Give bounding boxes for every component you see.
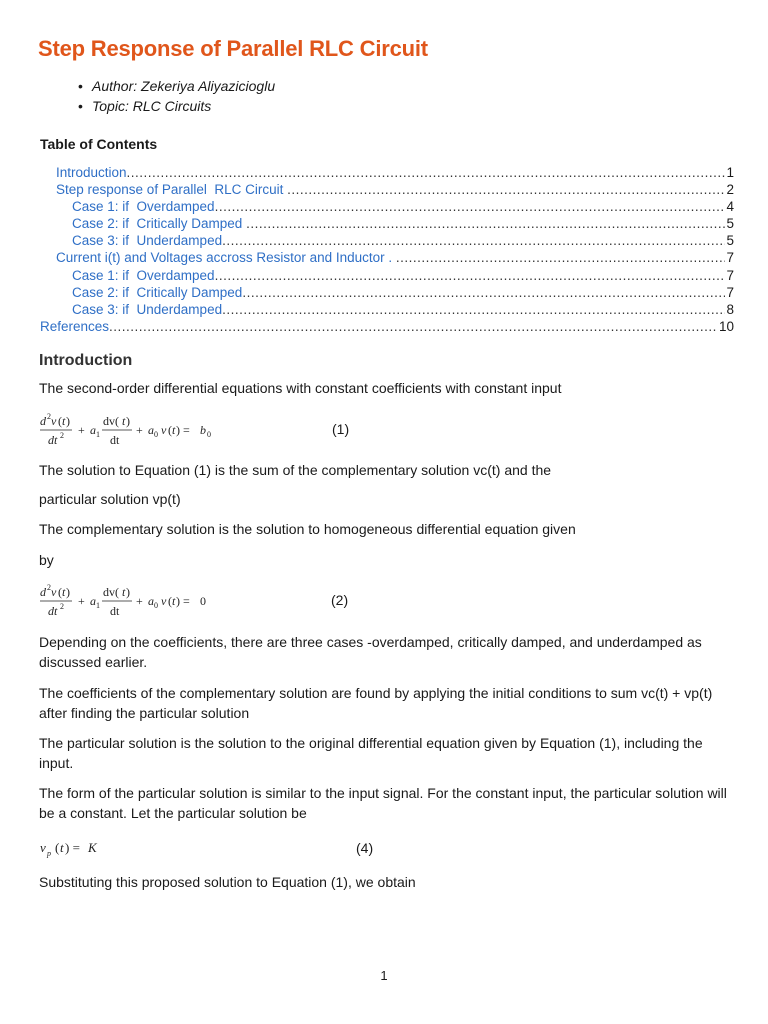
paragraph: The second-order differential equations with constant coefficients with constant input [39,380,562,396]
svg-text:t: t [60,840,64,855]
toc-leader [242,284,725,301]
svg-text:a: a [90,423,96,437]
toc-entry-page: 5 [726,233,734,249]
svg-text:dv(: dv( [103,414,119,428]
paragraph: by [39,552,54,568]
page-number: 1 [380,968,388,983]
svg-text:v: v [161,594,167,608]
svg-text:) =: ) = [65,840,80,855]
toc-entry-page: 2 [726,182,734,198]
svg-text:t: t [172,594,176,608]
toc-entry-label[interactable]: Case 1: if Overdamped [72,199,215,215]
svg-text:0: 0 [154,601,158,610]
paragraph: The particular solution is the solution to the original differential equation given by Equation (1), including the input. [39,735,703,771]
svg-text:) =: ) = [176,594,190,608]
toc-entry[interactable] [40,198,734,215]
svg-text:v: v [51,414,57,428]
toc-entry-page: 7 [726,267,734,283]
toc-entry-page: 7 [726,250,734,266]
toc-entry-page: 5 [726,216,734,232]
svg-text:) =: ) = [176,423,190,437]
author-line: • Author: Zekeriya Aliyazicioglu [78,76,275,96]
svg-text:a: a [148,594,154,608]
svg-text:v: v [161,423,167,437]
toc-entry-page: 4 [726,199,734,215]
toc-entry-label[interactable]: Case 2: if Critically Damped [72,284,243,300]
svg-text:(: ( [168,423,172,437]
toc-entry[interactable] [40,164,734,181]
toc-entry-label[interactable]: Introduction [56,165,127,180]
svg-text:1: 1 [96,601,100,610]
svg-text:t: t [122,585,126,599]
topic-line: • Topic: RLC Circuits [78,96,275,116]
svg-text:0: 0 [207,430,211,439]
toc-entry-label[interactable]: Case 3: if Underdamped [72,301,223,317]
equation-1 [40,410,230,452]
svg-text:a: a [90,594,96,608]
svg-text:+: + [78,594,85,608]
document-title: Step Response of Parallel RLC Circuit [38,36,428,61]
toc-leader [215,267,726,284]
toc-entry-page: 1 [726,165,734,180]
svg-text:2: 2 [60,431,64,440]
svg-text:(: ( [58,414,62,428]
svg-text:dt: dt [48,433,58,447]
toc-entry[interactable] [40,284,734,301]
svg-text:): ) [126,414,130,428]
paragraph: The coefficients of the complementary solution are found by applying the initial conditions to sum vc(t) + vp(t) after finding the particular solution [39,685,713,721]
svg-text:t: t [62,414,66,428]
toc-entry-page: 8 [726,301,734,317]
table-of-contents [40,164,734,335]
svg-text:d: d [40,414,46,428]
toc-leader [215,198,726,215]
svg-text:v: v [40,840,46,855]
toc-entry-label[interactable]: References [40,318,110,334]
svg-text:1: 1 [96,430,100,439]
toc-leader [246,215,725,232]
toc-leader [222,232,725,249]
svg-text:dt: dt [110,604,120,618]
svg-text:2: 2 [60,602,64,611]
toc-entry[interactable] [40,267,734,284]
paragraph: Substituting this proposed solution to Equation (1), we obtain [39,874,416,890]
toc-leader [222,301,725,318]
toc-entry-label[interactable]: Case 1: if Overdamped [72,267,215,283]
paragraph: The form of the particular solution is similar to the input signal. For the constant input, the particular solution will be a constant. Let the particular solution be [39,785,727,821]
paragraph: particular solution vp(t) [39,491,181,507]
svg-text:): ) [126,585,130,599]
svg-text:2: 2 [47,412,51,421]
svg-text:0: 0 [154,430,158,439]
toc-leader [127,164,726,181]
svg-text:): ) [66,414,70,428]
toc-entry-page: 7 [726,284,734,300]
toc-leader [396,249,726,266]
svg-text:d: d [40,585,46,599]
equation-2 [40,581,230,623]
toc-leader [287,181,725,198]
svg-text:a: a [148,423,154,437]
section-heading-introduction: Introduction [39,352,133,369]
svg-text:dt: dt [110,433,120,447]
toc-leader [109,318,718,335]
toc-entry[interactable] [40,318,734,335]
toc-entry-page: 10 [718,318,734,334]
svg-text:v: v [51,585,57,599]
svg-text:2: 2 [47,583,51,592]
equation-number: (1) [332,421,350,437]
svg-text:): ) [66,585,70,599]
toc-entry[interactable] [40,249,734,266]
svg-text:+: + [78,423,85,437]
toc-entry-label[interactable]: Case 2: if Critically Damped [72,216,247,232]
toc-entry[interactable] [40,301,734,318]
svg-text:b: b [200,423,206,437]
svg-text:+: + [136,594,143,608]
svg-text:t: t [122,414,126,428]
svg-text:t: t [62,585,66,599]
svg-text:(: ( [168,594,172,608]
toc-entry[interactable] [40,215,734,232]
svg-text:(: ( [55,840,60,855]
equation-4-constant: K [88,840,97,855]
paragraph: The solution to Equation (1) is the sum of the complementary solution vc(t) and the [39,462,552,478]
equation-4 [40,836,160,862]
equation-2-rhs: 0 [200,594,206,608]
toc-entry-label[interactable]: Step response of Parallel RLC Circuit [56,182,288,198]
svg-text:+: + [136,423,143,437]
svg-text:t: t [172,423,176,437]
svg-text:dv(: dv( [103,585,119,599]
document-meta-list [78,76,275,116]
toc-entry-label[interactable]: Current i(t) and Voltages accross Resistor and Inductor . [56,250,396,266]
paragraph: The complementary solution is the solution to homogeneous differential equation given [39,521,576,537]
svg-text:(: ( [58,585,62,599]
toc-entry-label[interactable]: Case 3: if Underdamped [72,233,223,249]
toc-entry[interactable] [40,181,734,198]
paragraph: Depending on the coefficients, there are three cases -overdamped, critically damped, and underdamped as discussed earlier. [39,634,702,670]
toc-heading: Table of Contents [40,136,158,152]
equation-number: (4) [356,840,374,856]
toc-entry[interactable] [40,232,734,249]
svg-text:p: p [47,849,51,858]
svg-text:dt: dt [48,604,58,618]
equation-number: (2) [331,592,349,608]
